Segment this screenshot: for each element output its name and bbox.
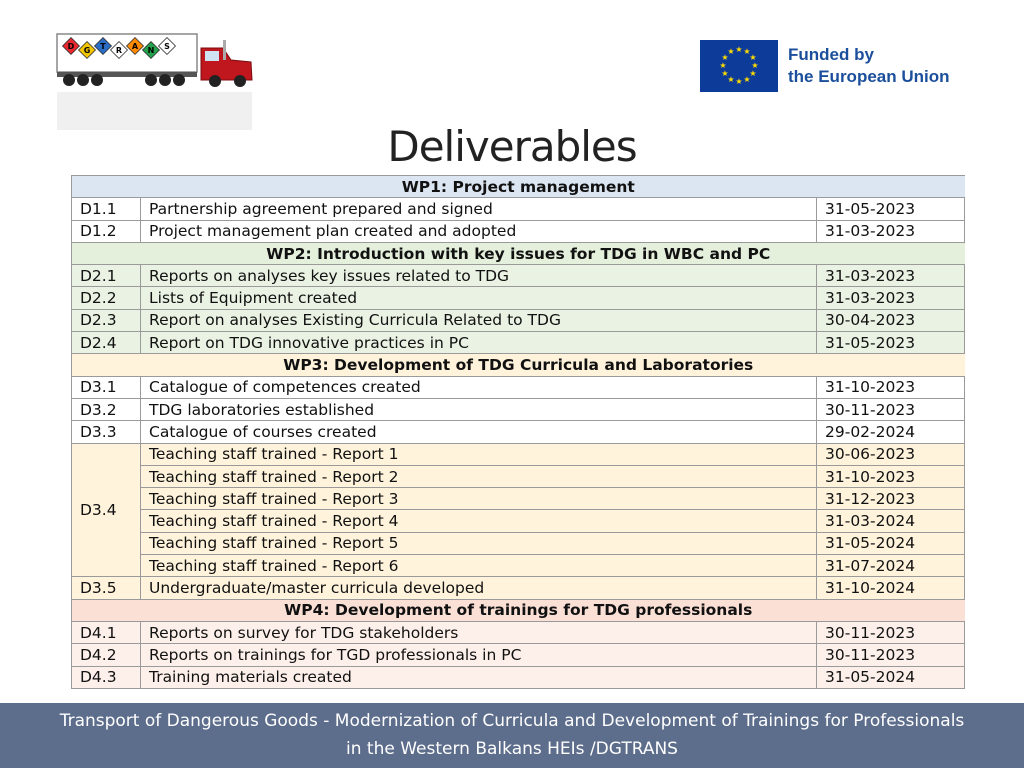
deliverable-date: 31-12-2023 bbox=[817, 488, 965, 510]
table-row bbox=[72, 332, 965, 354]
eu-funding-text bbox=[788, 44, 950, 88]
deliverable-date: 31-05-2024 bbox=[817, 532, 965, 554]
table-row bbox=[72, 220, 965, 242]
wp2-header-row bbox=[72, 242, 965, 264]
deliverable-description: Teaching staff trained - Report 6 bbox=[141, 555, 817, 577]
deliverable-date: 31-10-2023 bbox=[817, 465, 965, 487]
svg-text:★: ★ bbox=[743, 75, 751, 84]
wp-header-cell: WP1: Project management bbox=[72, 176, 965, 198]
logo-letter: N bbox=[147, 46, 155, 55]
table-row bbox=[72, 465, 965, 487]
deliverable-description: Undergraduate/master curricula developed bbox=[141, 577, 817, 599]
deliverable-description: Teaching staff trained - Report 1 bbox=[141, 443, 817, 465]
deliverable-date: 30-06-2023 bbox=[817, 443, 965, 465]
svg-text:★: ★ bbox=[735, 77, 743, 86]
svg-text:★: ★ bbox=[727, 75, 735, 84]
table-row bbox=[72, 555, 965, 577]
footer-banner bbox=[0, 703, 1024, 768]
svg-text:★: ★ bbox=[735, 45, 743, 54]
deliverable-date: 29-02-2024 bbox=[817, 421, 965, 443]
svg-text:★: ★ bbox=[719, 61, 727, 70]
deliverable-date: 30-11-2023 bbox=[817, 621, 965, 643]
deliverable-description: Partnership agreement prepared and signed bbox=[141, 198, 817, 220]
svg-text:★: ★ bbox=[743, 47, 751, 56]
deliverable-date: 31-10-2024 bbox=[817, 577, 965, 599]
logo-letter: A bbox=[131, 42, 139, 51]
deliverable-description: TDG laboratories established bbox=[141, 398, 817, 420]
footer-line-1: Transport of Dangerous Goods - Modernization of Curricula and Development of Trainings for Professionals bbox=[59, 711, 965, 731]
svg-text:★: ★ bbox=[721, 53, 729, 62]
page-title: Deliverables bbox=[387, 122, 637, 171]
deliverable-id: D2.3 bbox=[72, 309, 141, 331]
deliverable-id: D1.2 bbox=[72, 220, 141, 242]
deliverable-id: D3.5 bbox=[72, 577, 141, 599]
table-row bbox=[72, 510, 965, 532]
deliverable-id: D2.1 bbox=[72, 265, 141, 287]
deliverable-date: 31-05-2024 bbox=[817, 666, 965, 688]
svg-text:★: ★ bbox=[721, 69, 729, 78]
table-row bbox=[72, 488, 965, 510]
eu-line-2: the European Union bbox=[788, 67, 950, 86]
svg-text:★: ★ bbox=[751, 61, 759, 70]
table-row bbox=[72, 265, 965, 287]
table-row bbox=[72, 443, 965, 465]
table-row bbox=[72, 577, 965, 599]
deliverable-date: 31-10-2023 bbox=[817, 376, 965, 398]
deliverable-description: Project management plan created and adopted bbox=[141, 220, 817, 242]
table-row bbox=[72, 666, 965, 688]
table-row bbox=[72, 309, 965, 331]
logo-letter: D bbox=[67, 42, 75, 51]
table-row bbox=[72, 621, 965, 643]
deliverable-description: Catalogue of courses created bbox=[141, 421, 817, 443]
truck-icon bbox=[55, 30, 255, 135]
table-row bbox=[72, 421, 965, 443]
deliverable-id: D4.1 bbox=[72, 621, 141, 643]
deliverable-id: D3.2 bbox=[72, 398, 141, 420]
deliverable-description: Catalogue of competences created bbox=[141, 376, 817, 398]
deliverable-date: 31-03-2023 bbox=[817, 265, 965, 287]
footer-line-2: in the Western Balkans HEIs /DGTRANS bbox=[346, 739, 678, 759]
deliverable-id: D1.1 bbox=[72, 198, 141, 220]
table-row bbox=[72, 644, 965, 666]
logo-letter: G bbox=[83, 46, 91, 55]
deliverable-description: Report on TDG innovative practices in PC bbox=[141, 332, 817, 354]
deliverable-date: 31-05-2023 bbox=[817, 198, 965, 220]
wp3-header-row bbox=[72, 354, 965, 376]
logo-letter: S bbox=[164, 42, 170, 51]
table-row bbox=[72, 376, 965, 398]
deliverable-id: D2.2 bbox=[72, 287, 141, 309]
dgtrans-logo bbox=[55, 30, 255, 135]
table-row bbox=[72, 198, 965, 220]
deliverables-table bbox=[71, 175, 965, 689]
deliverable-description: Teaching staff trained - Report 3 bbox=[141, 488, 817, 510]
deliverable-description: Reports on trainings for TGD professionals in PC bbox=[141, 644, 817, 666]
deliverable-id: D3.4 bbox=[72, 443, 141, 577]
wp-header-cell: WP2: Introduction with key issues for TDG in WBC and PC bbox=[72, 242, 965, 264]
deliverable-id: D2.4 bbox=[72, 332, 141, 354]
svg-text:★: ★ bbox=[749, 69, 757, 78]
deliverable-date: 30-04-2023 bbox=[817, 309, 965, 331]
deliverable-description: Report on analyses Existing Curricula Related to TDG bbox=[141, 309, 817, 331]
wp4-header-row bbox=[72, 599, 965, 621]
deliverable-description: Training materials created bbox=[141, 666, 817, 688]
logo-letter: T bbox=[100, 42, 106, 51]
deliverable-description: Lists of Equipment created bbox=[141, 287, 817, 309]
deliverable-description: Teaching staff trained - Report 4 bbox=[141, 510, 817, 532]
deliverable-date: 31-07-2024 bbox=[817, 555, 965, 577]
deliverable-description: Reports on analyses key issues related to TDG bbox=[141, 265, 817, 287]
table-row bbox=[72, 532, 965, 554]
deliverable-id: D4.2 bbox=[72, 644, 141, 666]
deliverable-date: 30-11-2023 bbox=[817, 644, 965, 666]
eu-funding-badge bbox=[700, 40, 970, 94]
deliverable-id: D3.3 bbox=[72, 421, 141, 443]
wp-header-cell: WP3: Development of TDG Curricula and Laboratories bbox=[72, 354, 965, 376]
logo-letter: R bbox=[115, 46, 123, 55]
eu-flag-icon bbox=[700, 40, 778, 92]
eu-line-1: Funded by bbox=[788, 45, 874, 64]
deliverable-date: 31-03-2023 bbox=[817, 287, 965, 309]
deliverable-description: Teaching staff trained - Report 5 bbox=[141, 532, 817, 554]
wp-header-cell: WP4: Development of trainings for TDG professionals bbox=[72, 599, 965, 621]
svg-text:★: ★ bbox=[749, 53, 757, 62]
deliverable-date: 31-03-2023 bbox=[817, 220, 965, 242]
svg-text:★: ★ bbox=[727, 47, 735, 56]
deliverable-description: Reports on survey for TDG stakeholders bbox=[141, 621, 817, 643]
table-row bbox=[72, 398, 965, 420]
deliverable-id: D4.3 bbox=[72, 666, 141, 688]
deliverable-date: 31-05-2023 bbox=[817, 332, 965, 354]
wp1-header-row bbox=[72, 176, 965, 198]
deliverable-id: D3.1 bbox=[72, 376, 141, 398]
deliverable-date: 30-11-2023 bbox=[817, 398, 965, 420]
deliverable-date: 31-03-2024 bbox=[817, 510, 965, 532]
table-row bbox=[72, 287, 965, 309]
deliverable-description: Teaching staff trained - Report 2 bbox=[141, 465, 817, 487]
